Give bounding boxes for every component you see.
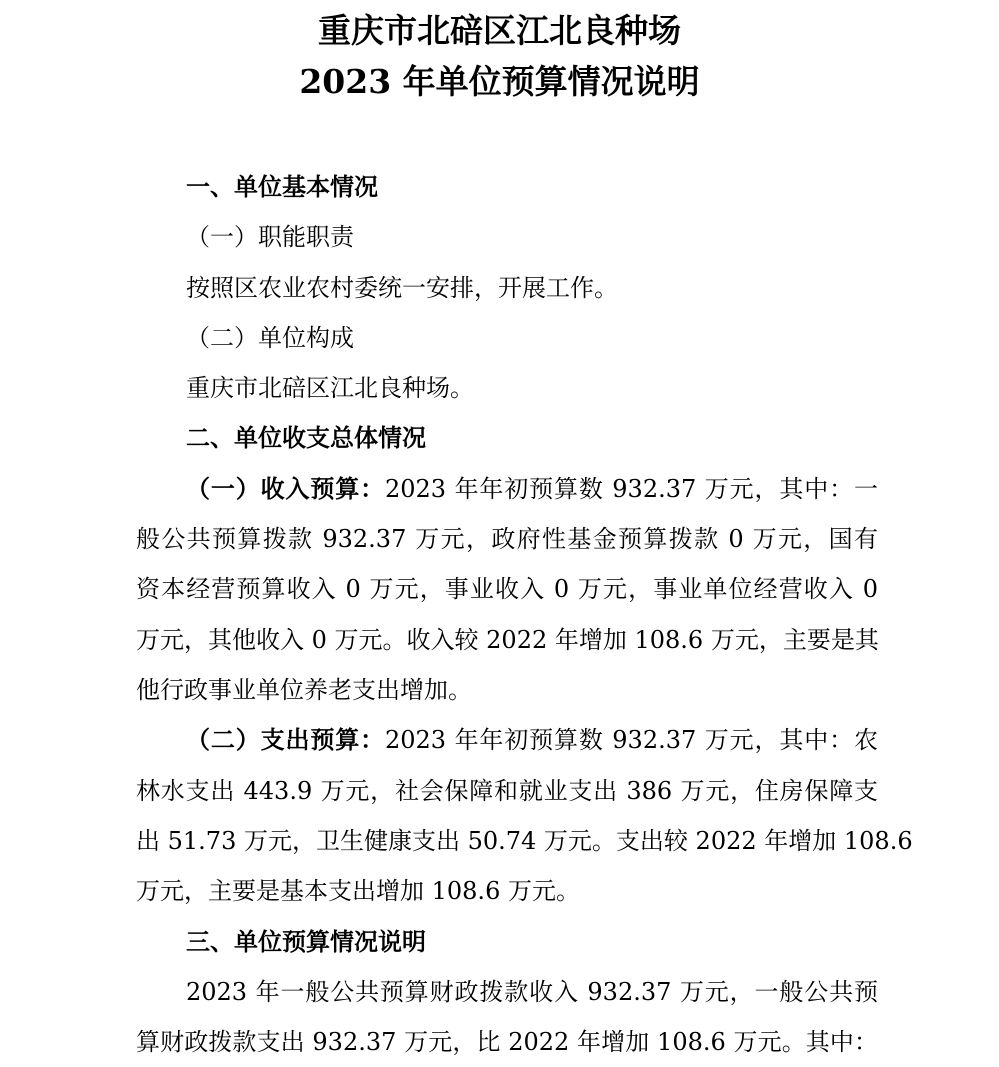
section-1-2-text: 重庆市北碚区江北良种场。 (186, 374, 474, 402)
expense-paragraph-line2: 林水支出 443.9 万元，社会保障和就业支出 386 万元，住房保障支 (136, 777, 878, 805)
income-line1-text: 2023 年年初预算数 932.37 万元，其中：一 (384, 475, 878, 503)
section-2-heading: 二、单位收支总体情况 (186, 423, 426, 452)
section-3-line2: 算财政拨款支出 932.37 万元，比 2022 年增加 108.6 万元。其中： (136, 1028, 878, 1056)
income-label: （一）收入预算： (186, 474, 385, 503)
expense-paragraph-line3: 出 51.73 万元，卫生健康支出 50.74 万元。支出较 2022 年增加 108.6 (136, 827, 913, 855)
expense-paragraph-line1 (186, 723, 878, 757)
income-paragraph-line3: 资本经营预算收入 0 万元，事业收入 0 万元，事业单位经营收入 0 (136, 575, 878, 603)
section-1-heading: 一、单位基本情况 (186, 172, 378, 201)
document-title-line2: 2023 年单位预算情况说明 (299, 62, 700, 101)
section-1-2-heading: （二）单位构成 (186, 324, 354, 352)
expense-paragraph-line4: 万元，主要是基本支出增加 108.6 万元。 (136, 877, 580, 905)
income-paragraph-line5: 他行政事业单位养老支出增加。 (136, 676, 472, 704)
section-1-1-text: 按照区农业农村委统一安排，开展工作。 (186, 274, 618, 302)
section-1-1-heading: （一）职能职责 (186, 223, 354, 251)
income-paragraph-line4: 万元，其他收入 0 万元。收入较 2022 年增加 108.6 万元，主要是其 (136, 626, 879, 654)
section-3-line1: 2023 年一般公共预算财政拨款收入 932.37 万元，一般公共预 (186, 978, 878, 1006)
section-3-heading: 三、单位预算情况说明 (186, 927, 426, 956)
document-title-line1: 重庆市北碚区江北良种场 (318, 11, 681, 50)
income-paragraph-line2: 般公共预算拨款 932.37 万元，政府性基金预算拨款 0 万元，国有 (136, 525, 878, 553)
expense-line1-text: 2023 年年初预算数 932.37 万元，其中：农 (384, 726, 878, 754)
expense-label: （二）支出预算： (186, 725, 385, 754)
income-paragraph-line1 (186, 472, 878, 506)
